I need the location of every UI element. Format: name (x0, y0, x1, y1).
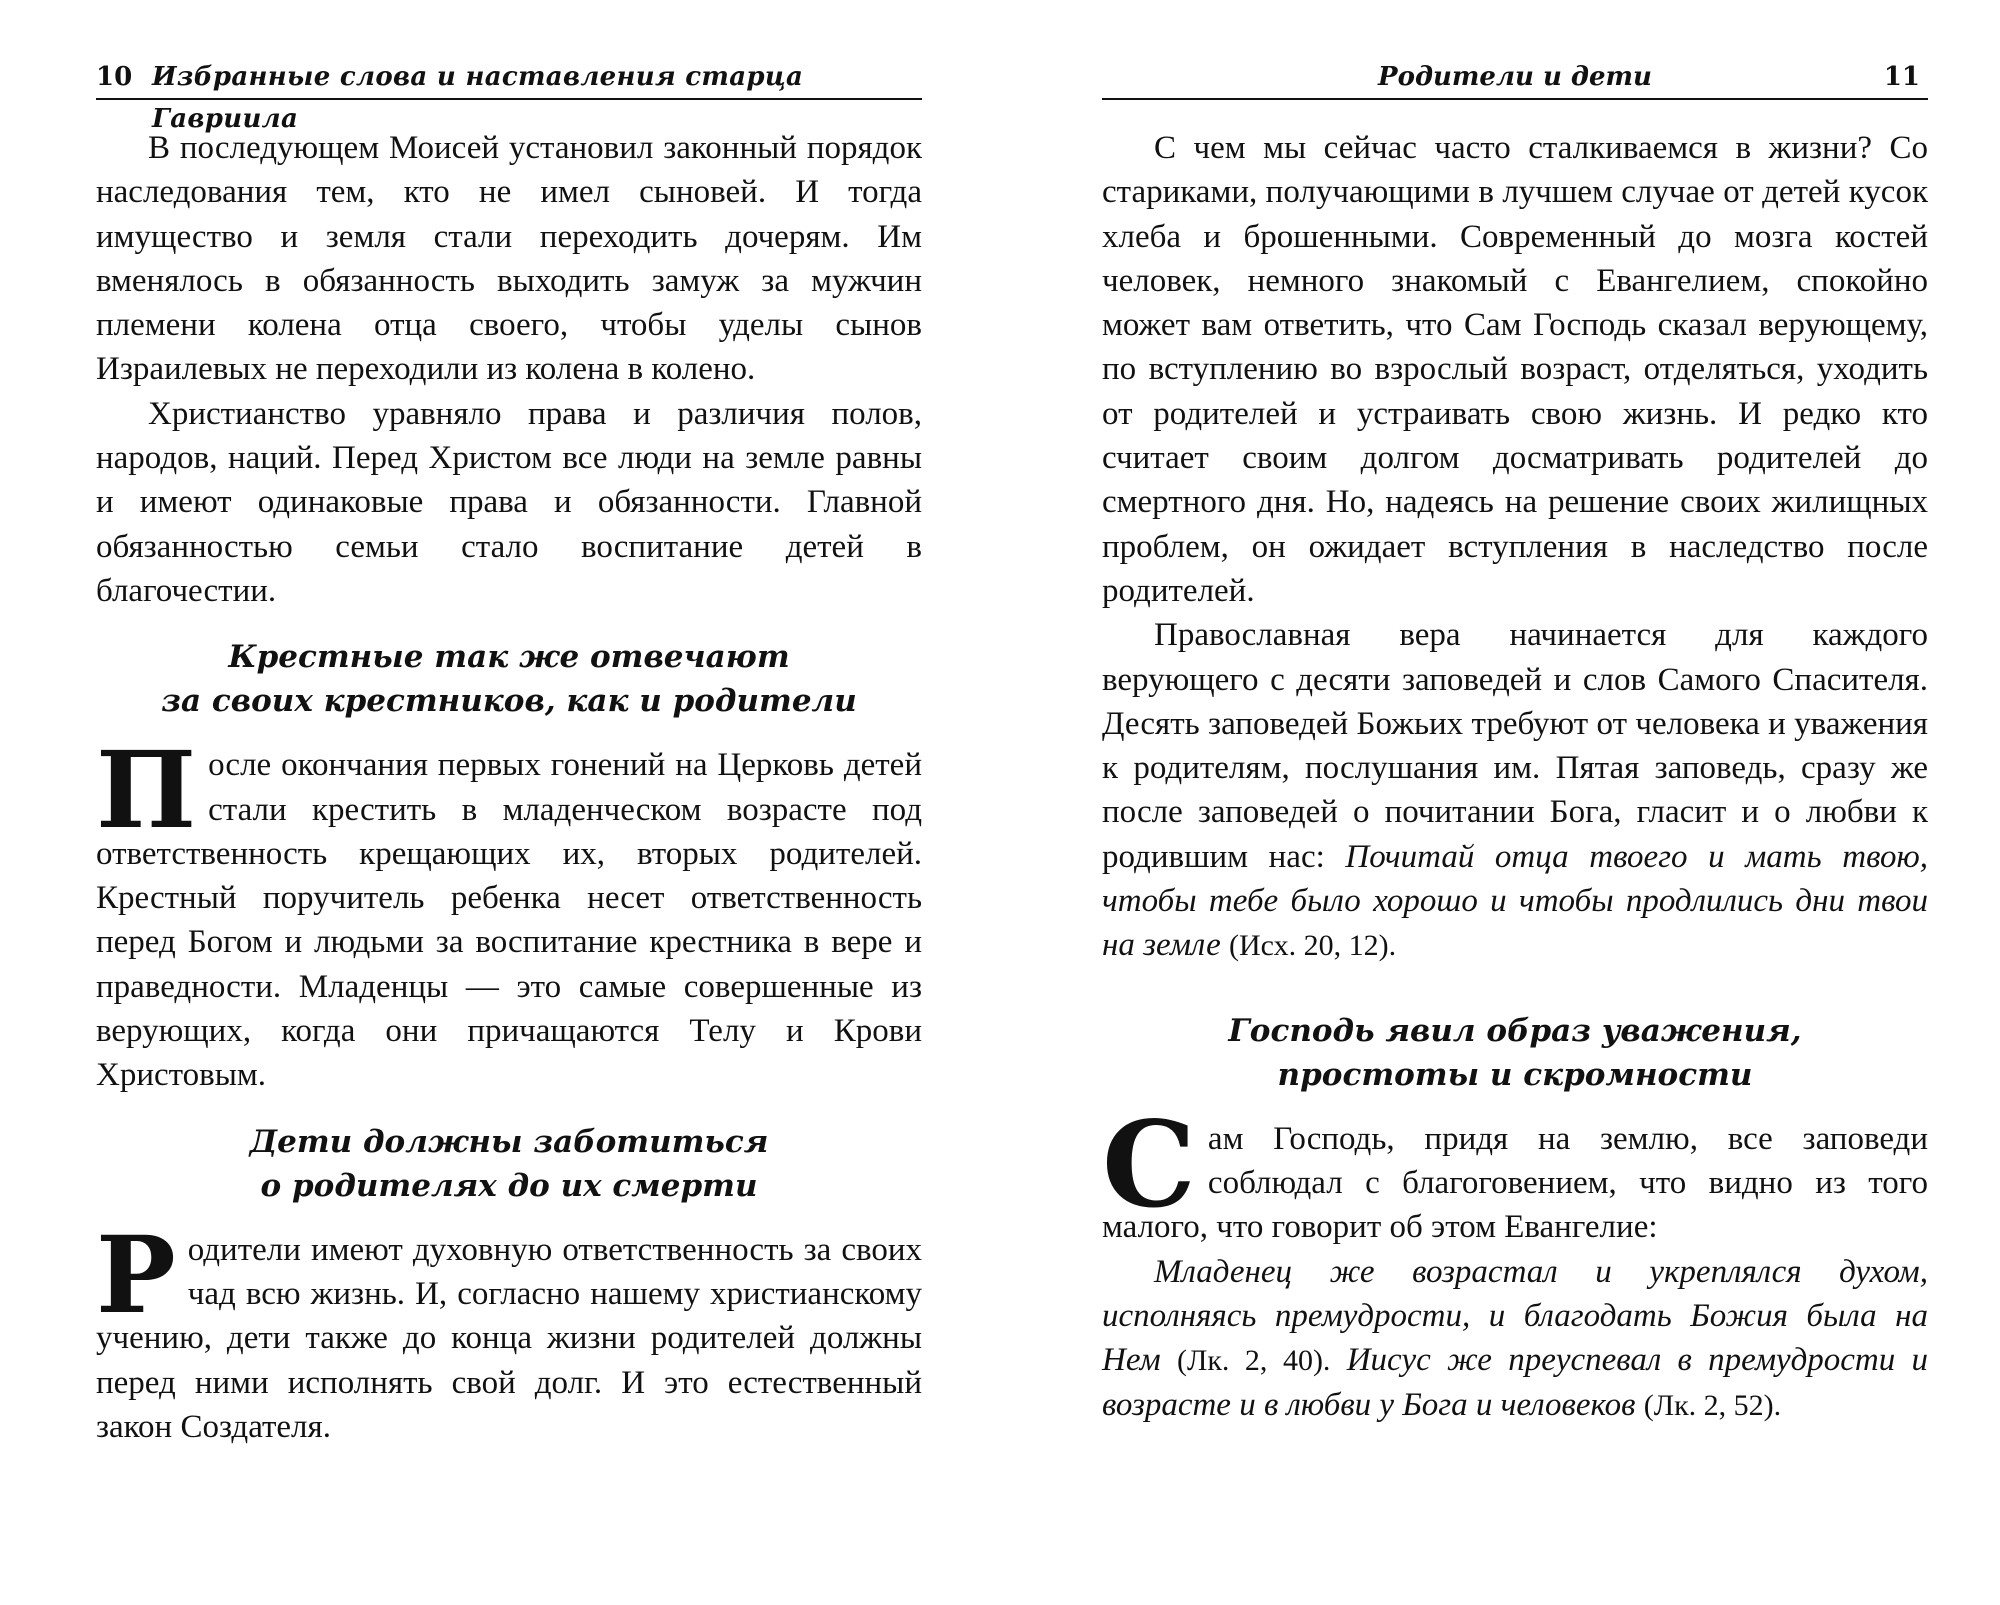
paragraph-with-quote (1102, 613, 1928, 968)
scripture-reference: (Лк. 2, 52). (1643, 1389, 1782, 1423)
heading-line: Крестные так же отвечают (228, 639, 790, 676)
paragraph-text: одители имеют духовную ответственность за своих чад всю жизнь. И, согласно нашему христианскому учению, дети также до конца жизни родителей должны перед ними исполнять свой долг. И это естественный закон Создателя. (96, 1231, 922, 1445)
paragraph-text: ам Господь, придя на землю, все заповеди соблюдал с благоговением, что видно из того малого, что говорит об этом Евангелие: (1102, 1120, 1928, 1246)
heading-line: Дети должны заботиться (249, 1123, 769, 1160)
paragraph: Христианство уравняло права и различия полов, народов, наций. Перед Христом все люди на земле равны и имеют одинаковые права и обязанности. Главной обязанностью семьи стало воспитание детей в благочестии. (96, 395, 922, 609)
left-body-text (96, 126, 922, 1449)
section-heading-godparents (96, 635, 922, 723)
right-page-number: 11 (1883, 62, 1920, 92)
scripture-paragraph (1102, 1250, 1928, 1429)
paragraph-text: осле окончания первых гонений на Церковь детей стали крестить в младенческом возрасте под ответственность крещающих их, вторых родителей. Крестный поручитель ребенка несет ответственность перед Богом и людьми за воспитание крестника в вере и праведности. Младенцы — это самые совершенные из верующих, когда они причащаются Телу и Крови Христовым. (96, 747, 922, 1094)
scripture-reference: (Исх. 20, 12). (1229, 929, 1397, 963)
left-page (96, 0, 922, 1449)
dropcap-letter: С (1102, 1094, 1196, 1234)
section-heading-lord-example (1102, 1009, 1928, 1097)
right-page (1102, 0, 1928, 1429)
heading-line: простоты и скромности (1277, 1056, 1753, 1093)
right-body-text (1102, 126, 1928, 1429)
left-page-number: 10 (96, 62, 133, 92)
dropcap-letter: П (96, 727, 197, 853)
left-running-head (96, 56, 922, 134)
scripture-quote: Почитай отца твоего и мать твою, чтобы тебе было хорошо и чтобы продлились дни твои на земле (1102, 838, 1928, 964)
section-heading-children-care (96, 1120, 922, 1208)
paragraph: С чем мы сейчас часто сталкиваемся в жизни? Со стариками, получающими в лучшем случае от детей кусок хлеба и брошенными. Современный до мозга костей человек, немного знакомый с Евангелием, спокойно может вам ответить, что Сам Господь сказал верующему, по вступлению во взрослый возраст, отделяться, уходить от родителей и устраивать свою жизнь. И редко кто считает своим долгом досматривать родителей до смертного дня. Но, надеясь на решение своих жилищных проблем, он ожидает вступления в наследство после родителей. (1102, 130, 1928, 609)
left-running-title: Избранные слова и наставления старца Гавриила (152, 62, 804, 134)
paragraph: В последующем Моисей установил законный порядок наследования тем, кто не имел сыновей. И тогда имущество и земля стали переходить дочерям. Им вменялось в обязанность выходить замуж за мужчин племени колена отца своего, чтобы уделы сынов Израилевых не переходили из колена в колено. (96, 130, 922, 388)
right-running-title: Родители и дети (1378, 62, 1652, 92)
dropcap-letter: Р (96, 1211, 176, 1337)
dropcap-paragraph (96, 1211, 922, 1449)
dropcap-paragraph (96, 727, 922, 1097)
heading-line: о родителях до их смерти (260, 1167, 758, 1204)
scripture-quote: Иисус же преуспевал в премудрости и возрасте и в любви у Бога и человеков (1102, 1342, 1929, 1424)
scripture-quote: Младенец же возрастал и укреплялся духом, исполняясь премудрости, и благодать Божия была на Нем (1102, 1253, 1928, 1379)
right-running-head (1102, 56, 1928, 100)
scripture-reference: (Лк. 2, 40). (1177, 1344, 1331, 1378)
heading-line: Господь явил образ уважения, (1228, 1012, 1802, 1049)
dropcap-paragraph (1102, 1094, 1928, 1250)
heading-line: за своих крестников, как и родители (161, 683, 857, 720)
paragraph-text: Православная вера начинается для каждого верующего с десяти заповедей и слов Самого Спасителя. Десять заповедей Божьих требуют от человека и уважения к родителям, послушания им. Пятая заповедь, сразу же после заповедей о почитании Бога, гласит и о любви к родившим нас: (1102, 617, 1928, 875)
